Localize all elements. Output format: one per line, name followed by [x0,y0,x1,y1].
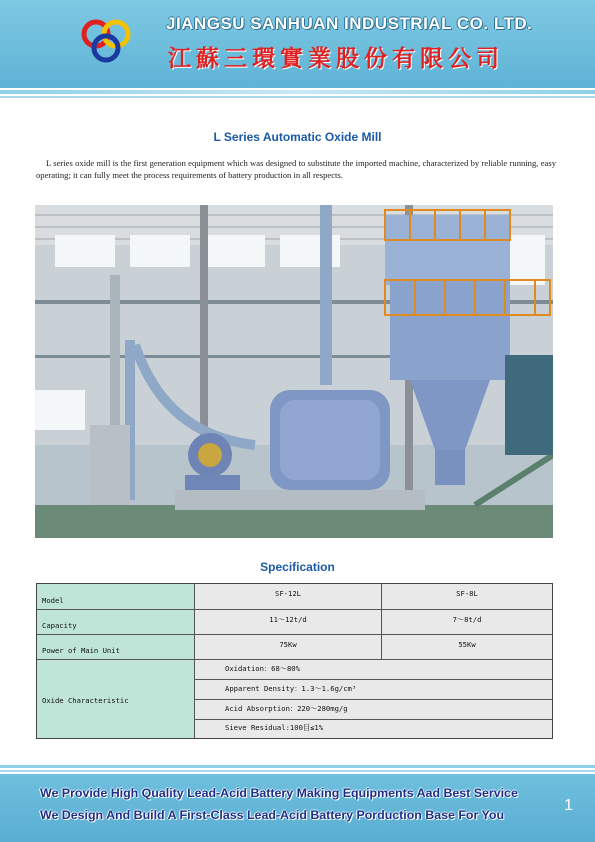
table-row-oxide-label [37,660,195,738]
table-row-model-label [37,584,195,610]
oxide-value-cell-4 [195,720,552,738]
page-number: 1 [564,797,573,814]
footer-slogan-1: We Provide High Quality Lead-Acid Battery Making Equipments Aad Best Service [40,786,518,800]
oxide-value-cell-2 [195,680,552,700]
capacity-value-cell-1 [195,610,382,635]
company-name-chinese: 江蘇三環實業股份有限公司 [168,45,504,72]
power-label: Power of Main Unit [42,646,120,655]
header-divider [0,90,595,94]
footer-divider-thin [0,770,595,772]
oxide-value-sieve-residual: Sieve Residual:100目≤1% [225,723,324,732]
power-value-1: 75Kw [279,640,297,649]
oxide-value-density: Apparent Density：1.3～1.6g/cm³ [225,684,357,693]
model-value-2: SF-8L [456,589,478,598]
oxide-value-acid-absorption: Acid Absorption：220～280mg/g [225,704,348,713]
page-title: L Series Automatic Oxide Mill [213,130,382,144]
power-value-2: 55Kw [458,640,476,649]
footer-slogan-2: We Design And Build A First-Class Lead-Acid Battery Porduction Base For You [40,808,505,822]
specification-table [36,583,553,739]
oxide-value-oxidation: Oxidation：68～80% [225,664,300,673]
model-value-cell-1 [195,584,382,610]
power-value-cell-1 [195,635,382,660]
page-header [0,0,595,88]
oxide-mill-machine-photo [35,205,553,538]
model-value-1: SF-12L [275,589,301,598]
model-label: Model [42,596,64,605]
capacity-label: Capacity [42,621,77,630]
capacity-value-1: 11～12t/d [269,615,307,624]
three-rings-logo-icon [80,16,136,66]
footer-divider [0,765,595,768]
model-value-cell-2 [382,584,552,610]
specification-title: Specification [260,560,335,574]
table-row-power-label [37,635,195,660]
intro-paragraph: L series oxide mill is the first generation equipment which was designed to substitute the imported machine, characterized by reliable running, easy operating; it can fully meet the process requirements of battery production in all respects. [36,158,556,180]
power-value-cell-2 [382,635,552,660]
oxide-value-cell-1 [195,660,552,680]
oxide-label: Oxide Characteristic [42,696,129,705]
table-row-capacity-label [37,610,195,635]
oxide-value-cell-3 [195,700,552,720]
company-name-english: JIANGSU SANHUAN INDUSTRIAL CO. LTD. [166,14,533,33]
header-divider-thin [0,96,595,98]
capacity-value-cell-2 [382,610,552,635]
machine-illustration [35,205,553,538]
capacity-value-2: 7～8t/d [452,615,482,624]
